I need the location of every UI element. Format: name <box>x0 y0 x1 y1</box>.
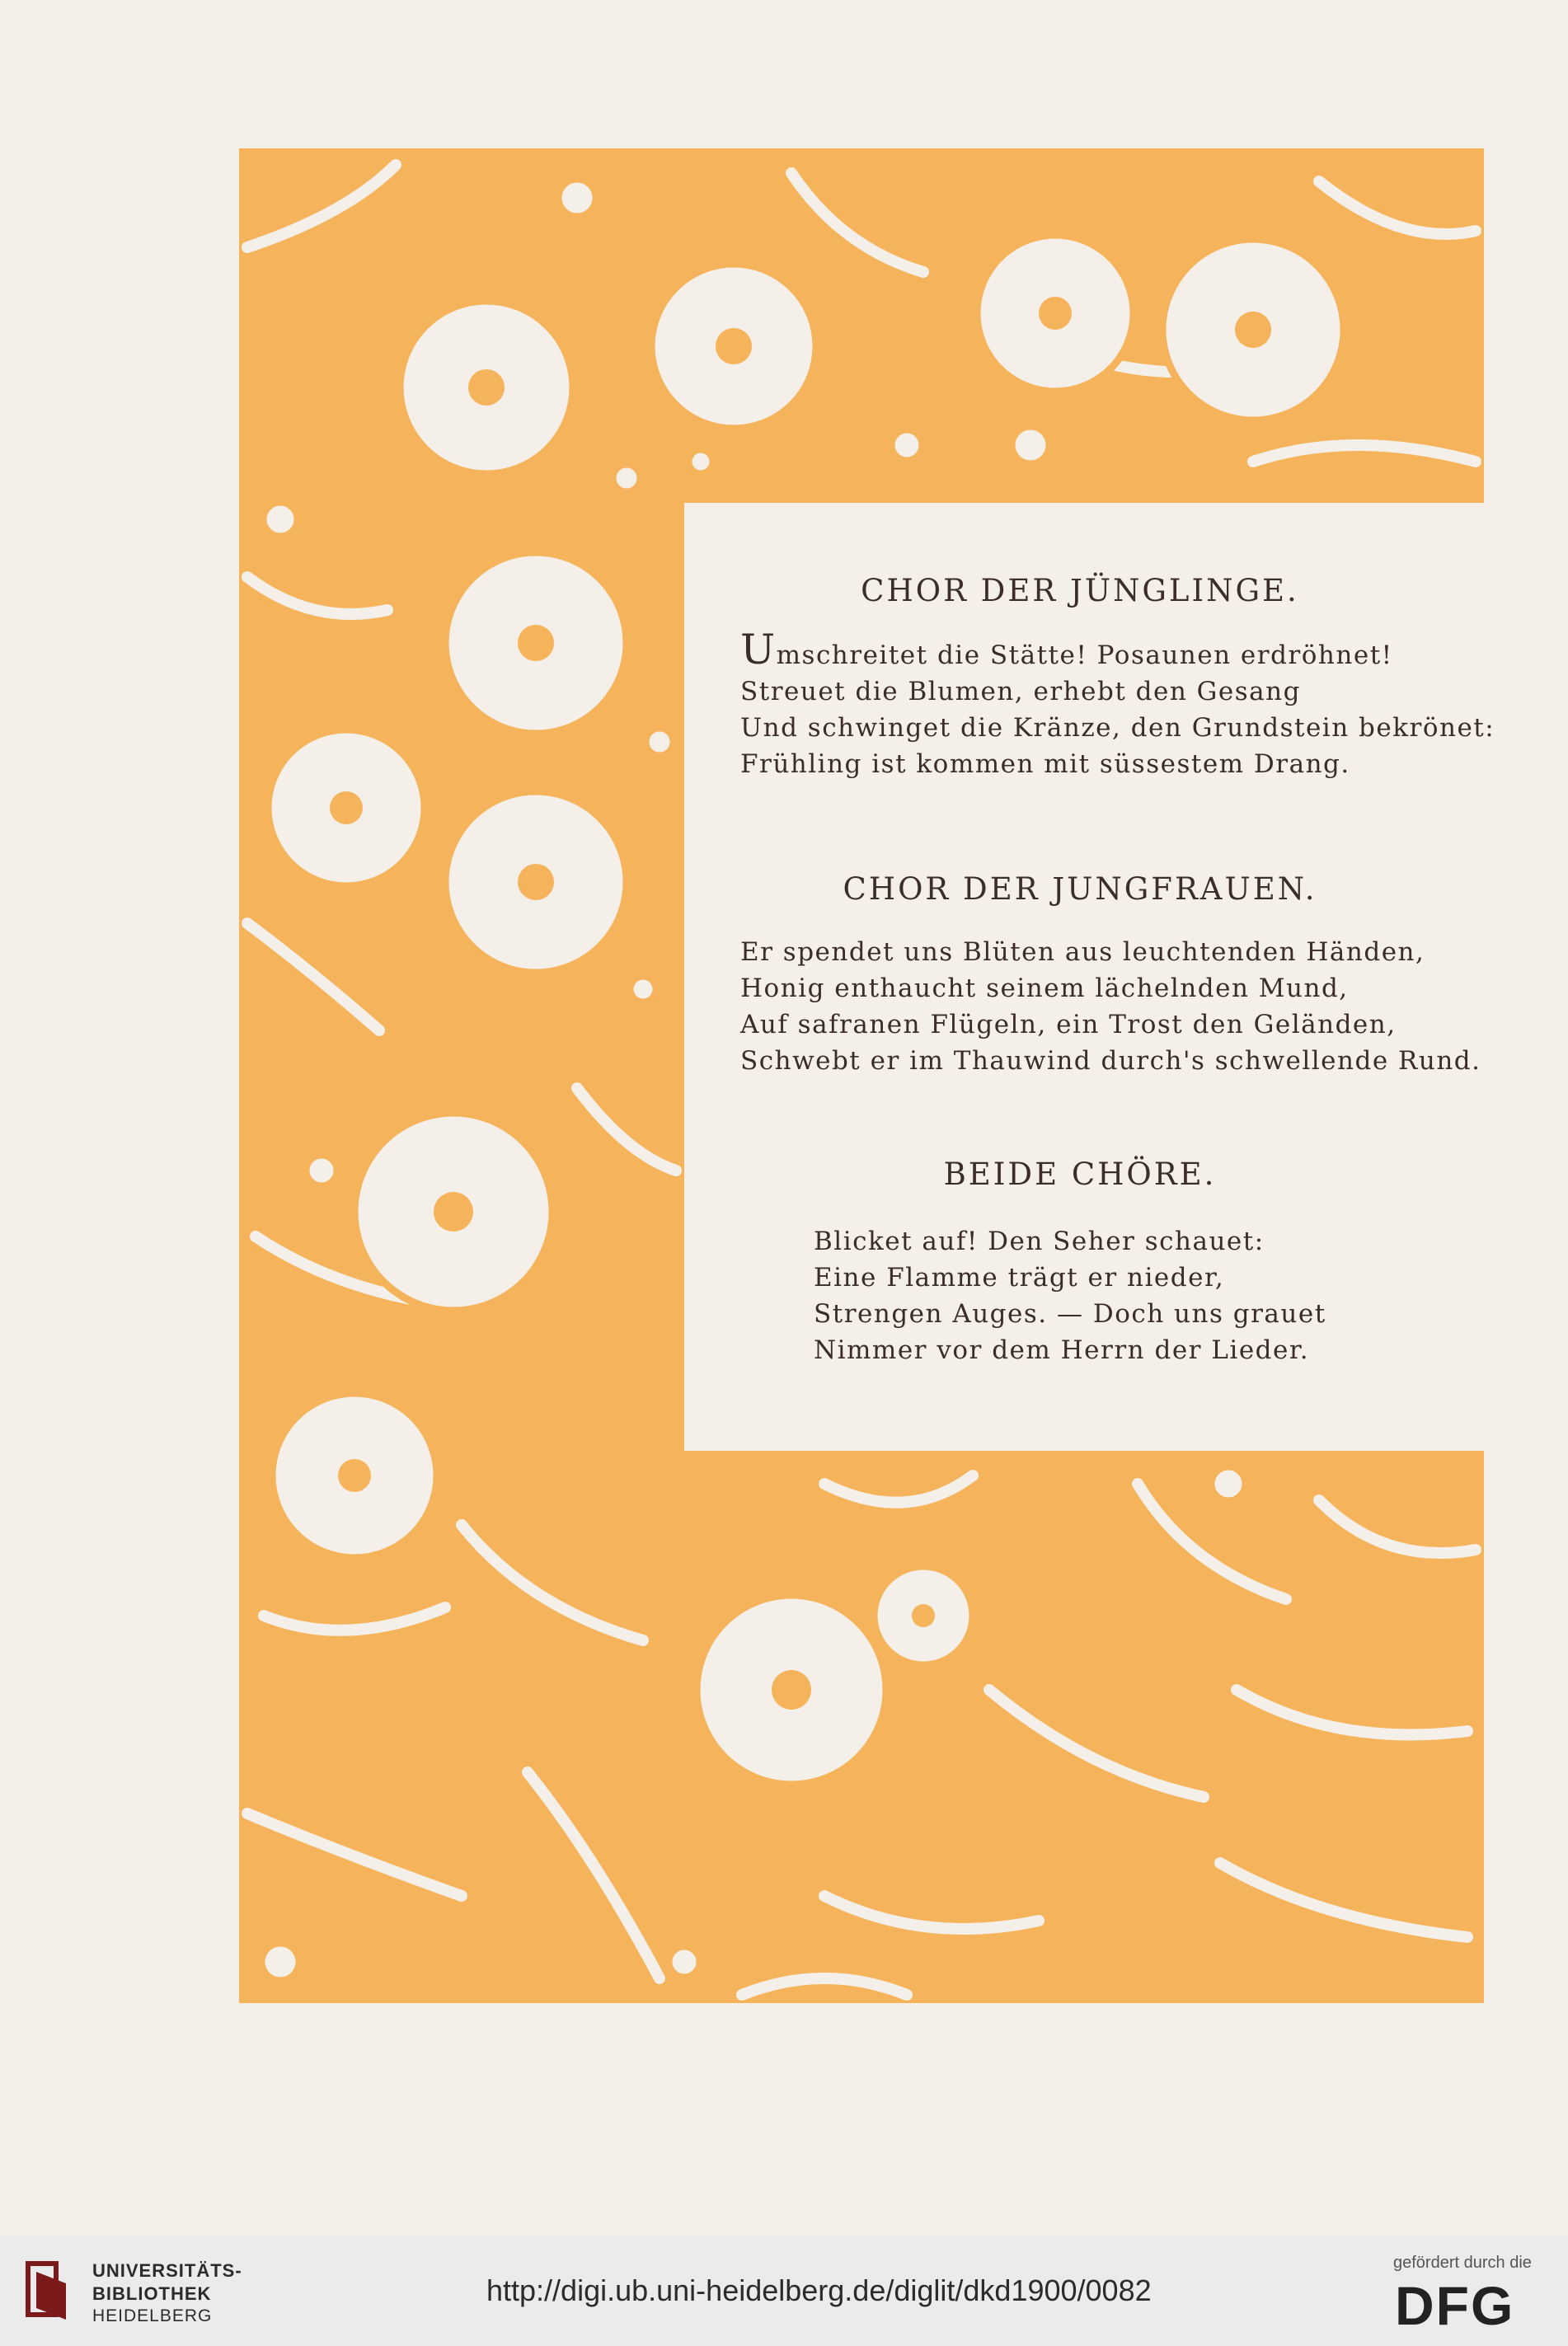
verse-line: Nimmer vor dem Herrn der Lieder. <box>814 1335 1310 1365</box>
verse-line: Streuet die Blumen, erhebt den Gesang <box>740 677 1301 706</box>
verse-line: Auf safranen Flügeln, ein Trost den Geländen, <box>740 1010 1397 1039</box>
library-name-line2: BIBLIOTHEK <box>92 2283 212 2304</box>
heading-chor-der-juenglinge: CHOR DER JÜNGLINGE. <box>861 573 1299 608</box>
verse-line: Strengen Auges. — Doch uns grauet <box>814 1299 1326 1329</box>
dfg-logo-icon: DFG <box>1395 2275 1515 2336</box>
verse-beide-choere <box>814 1223 1326 1368</box>
verse-chor-der-juenglinge <box>740 626 1495 782</box>
verse-line: Honig enthaucht seinem lächelnden Mund, <box>740 974 1349 1003</box>
verse-line: Und schwinget die Kränze, den Grundstein bekrönet: <box>740 713 1495 743</box>
verse-line: Er spendet uns Blüten aus leuchtenden Händen, <box>740 937 1425 967</box>
digitization-footer <box>0 2236 1568 2346</box>
drop-cap: U <box>740 626 777 673</box>
heading-chor-der-jungfrauen: CHOR DER JUNGFRAUEN. <box>843 871 1317 907</box>
library-name-line1: UNIVERSITÄTS- <box>92 2260 242 2281</box>
verse-chor-der-jungfrauen <box>740 934 1481 1079</box>
verse-line: Eine Flamme trägt er nieder, <box>814 1263 1225 1293</box>
verse-line: Schwebt er im Thauwind durch's schwellende Rund. <box>740 1046 1481 1076</box>
library-name-line3: HEIDELBERG <box>92 2306 213 2325</box>
source-url-link[interactable]: http://digi.ub.uni-heidelberg.de/diglit/dkd1900/0082 <box>486 2273 1152 2307</box>
heading-beide-choere: BEIDE CHÖRE. <box>943 1157 1217 1192</box>
funded-by-label: gefördert durch die <box>1393 2254 1532 2272</box>
university-library-logo-icon <box>25 2259 82 2325</box>
verse-line: Blicket auf! Den Seher schauet: <box>814 1227 1265 1256</box>
verse-line: Umschreitet die Stätte! Posaunen erdröhnet! <box>740 626 1393 673</box>
verse-line: Frühling ist kommen mit süssestem Drang. <box>740 749 1350 779</box>
